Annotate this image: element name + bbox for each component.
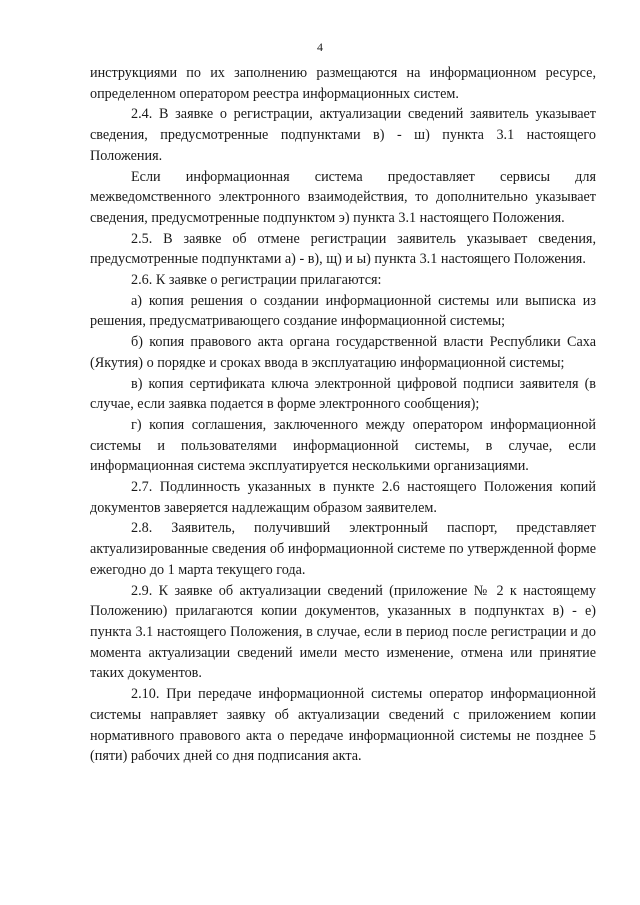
document-body — [90, 63, 596, 767]
paragraph: Если информационная система предоставляет сервисы для межведомственного электронного взаимодействия, то дополнительно указывает сведения, предусмотренные подпунктом э) пункта 3.1 настоящего Положения. — [90, 168, 596, 226]
paragraph: 2.4. В заявке о регистрации, актуализации сведений заявитель указывает сведения, предусмотренные подпунктами в) - ш) пункта 3.1 настоящего Положения. — [90, 106, 596, 164]
paragraph: 2.6. К заявке о регистрации прилагаются: — [131, 272, 382, 289]
paragraph: 2.7. Подлинность указанных в пункте 2.6 настоящего Положения копий документов заверяется надлежащим образом заявителем. — [90, 479, 596, 516]
list-item: а) копия решения о создании информационной системы или выписка из решения, предусматривающего создание информационной системы; — [90, 292, 596, 330]
paragraph: 2.5. В заявке об отмене регистрации заявитель указывает сведения, предусмотренные подпунктами а) - в), щ) и ы) пункта 3.1 настоящего Положения. — [90, 230, 596, 268]
list-item: в) копия сертификата ключа электронной цифровой подписи заявителя (в случае, если заявка подается в форме электронного сообщения); — [90, 375, 596, 413]
paragraph: 2.8. Заявитель, получивший электронный паспорт, представляет актуализированные сведения об информационной системе по утвержденной форме ежегодно до 1 марта текущего года. — [90, 520, 596, 578]
list-item: б) копия правового акта органа государственной власти Республики Саха (Якутия) о порядке и сроках ввода в эксплуатацию информационной системы; — [90, 334, 596, 371]
paragraph: 2.10. При передаче информационной системы оператор информационной системы направляет заявку об актуализации сведений с приложением копии нормативного правового акта о передаче информационной системы не позднее 5 (пяти) рабочих дней со дня подписания акта. — [90, 686, 596, 765]
paragraph: инструкциями по их заполнению размещаются на информационном ресурсе, определенном оператором реестра информационных систем. — [90, 65, 596, 102]
page-number: 4 — [317, 40, 323, 54]
list-item: г) копия соглашения, заключенного между оператором информационной системы и пользователями информационной системы, в случае, если информационная система эксплуатируется несколькими организациями. — [90, 416, 596, 475]
paragraph: 2.9. К заявке об актуализации сведений (приложение № 2 к настоящему Положению) прилагаются копии документов, указанных в подпунктах в) - е) пункта 3.1 настоящего Положения, в случае, если в период после регистрации и до момента актуализации сведений имели место изменение, отмена или принятие таких документов. — [90, 582, 596, 682]
